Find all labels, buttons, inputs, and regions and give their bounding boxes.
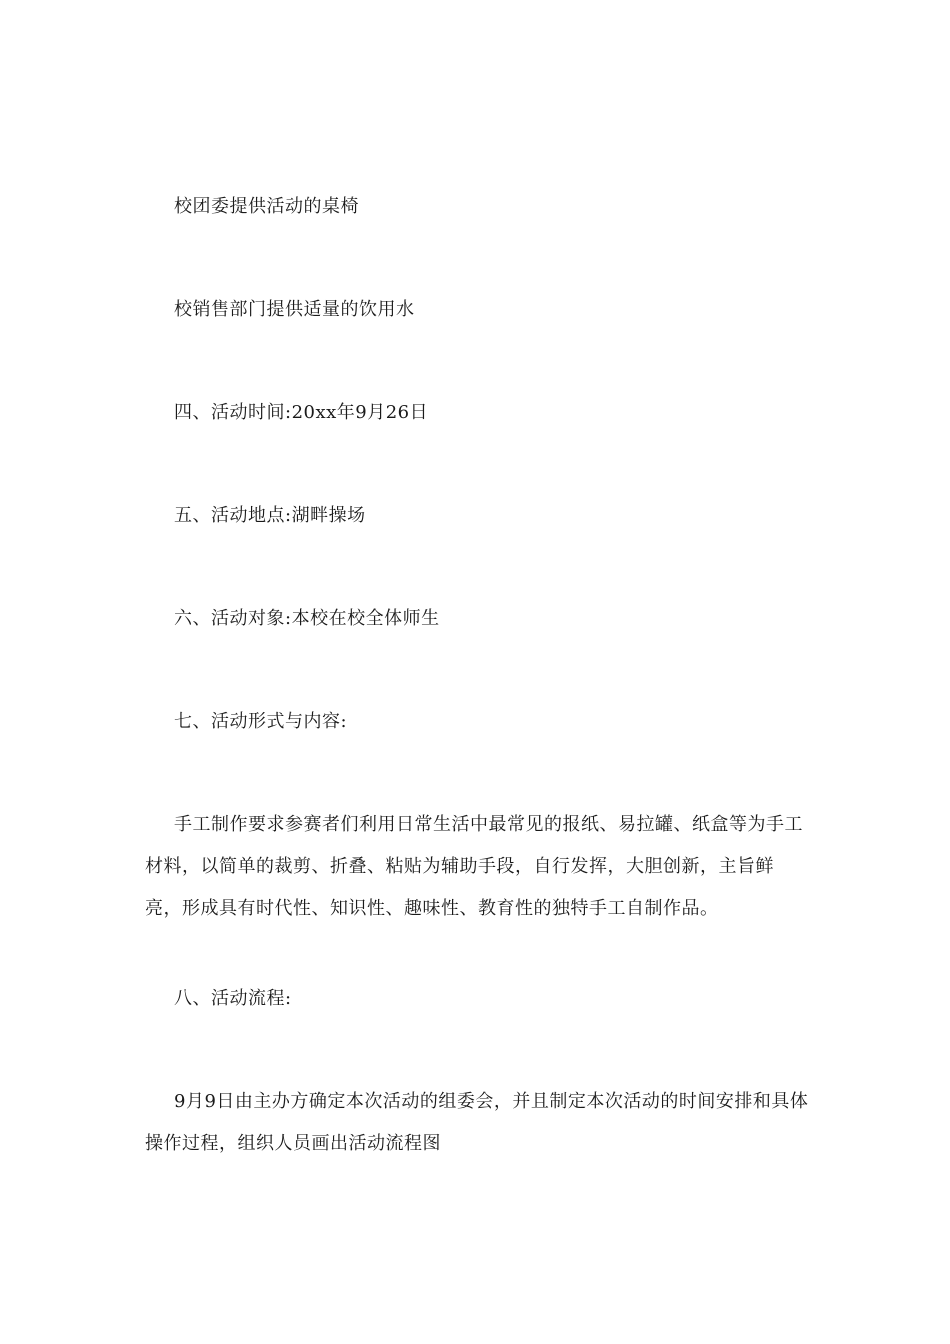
section-activity-form-heading: 七、活动形式与内容: [174,711,348,732]
section-activity-location: 五、活动地点:湖畔操场 [174,505,366,526]
section-activity-audience: 六、活动对象:本校在校全体师生 [174,608,440,629]
paragraph-desks-chairs: 校团委提供活动的桌椅 [174,196,359,217]
section-activity-process-heading: 八、活动流程: [174,988,292,1009]
paragraph-drinking-water: 校销售部门提供适量的饮用水 [174,299,415,320]
paragraph-handcraft-description: 手工制作要求参赛者们利用日常生活中最常见的报纸、易拉罐、纸盒等为手工材料，以简单的裁剪、折叠、粘贴为辅助手段，自行发挥，大胆创新，主旨鲜亮，形成具有时代性、知识性、趣味性、教育性的独特手工自制作品。 [145,814,803,919]
paragraph-process-step: 9月9日由主办方确定本次活动的组委会，并且制定本次活动的时间安排和具体操作过程，组织人员画出活动流程图 [145,1091,809,1154]
section-activity-time: 四、活动时间:20xx年9月26日 [174,402,429,423]
